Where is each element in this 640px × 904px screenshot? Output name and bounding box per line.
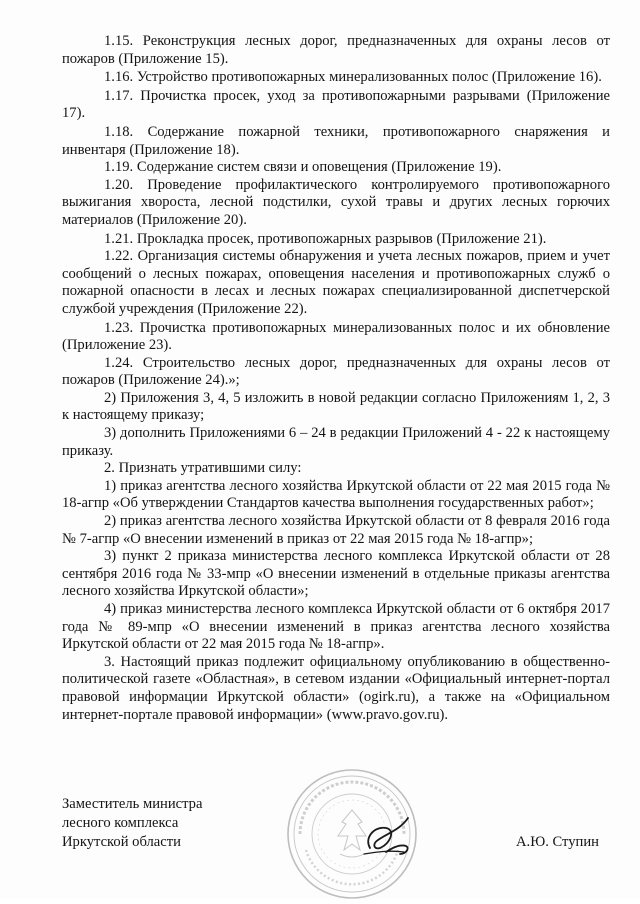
paragraph-1-17: 1.17. Прочистка просек, уход за противопожарными разрывами (Приложение 17). [62,87,610,122]
signature-position-line-3: Иркутской области [62,834,181,850]
signature-position-line-2: лесного комплекса [62,815,179,831]
paragraph-repeal-4: 4) приказ министерства лесного комплекса Иркутской области от 6 октября 2017 года № 89-мпр «О внесении изменений в приказ агентства лесного хозяйства Иркутской области от 22 мая 2015 года № 18-агпр». [62,601,610,653]
paragraph-1-15: 1.15. Реконструкция лесных дорог, предназначенных для охраны лесов от пожаров (Приложение 15). [62,33,610,67]
handwritten-signature-icon [356,808,416,862]
paragraph-repeal-3: 3) пункт 2 приказа министерства лесного комплекса Иркутской области от 28 сентября 2016 года № 33-мпр «О внесении изменений в отдельные приказы агентства лесного хозяйства Иркутской области»; [62,548,610,600]
paragraph-item-2: 2) Приложения 3, 4, 5 изложить в новой редакции согласно Приложениям 1, 2, 3 к настоящему приказу; [62,389,610,424]
paragraph-1-19: 1.19. Содержание систем связи и оповещения (Приложение 19). [104,159,502,176]
paragraph-section-3: 3. Настоящий приказ подлежит официальному опубликованию в общественно-политической газете «Областная», в сетевом издании «Официальный интернет-портал правовой информации Иркутской области» (ogirk.ru), а также на «Официальном интернет-портале правовой информации» (www.pravo.gov.ru). [62,653,610,723]
paragraph-1-21: 1.21. Прокладка просек, противопожарных разрывов (Приложение 21). [104,230,547,247]
signer-name: А.Ю. Ступин [516,834,599,850]
paragraph-1-20: 1.20. Проведение профилактического контролируемого противопожарного выжигания хвороста, лесной подстилки, сухой травы и других лесных горючих материалов (Приложение 20). [62,176,610,228]
signature-position [62,795,202,852]
paragraph-item-3: 3) дополнить Приложениями 6 – 24 в редакции Приложений 4 - 22 к настоящему приказу. [62,425,610,459]
document-body [62,33,610,724]
paragraph-1-24: 1.24. Строительство лесных дорог, предназначенных для охраны лесов от пожаров (Приложение 24).»; [62,354,610,389]
paragraph-1-23: 1.23. Прочистка противопожарных минерализованных полос и их обновление (Приложение 23). [62,319,610,354]
paragraph-1-22: 1.22. Организация системы обнаружения и учета лесных пожаров, прием и учет сообщений о лесных пожарах, оповещения населения и противопожарных служб о пожарной опасности в лесах и лесных пожарах специализированной диспетчерской службой учреждения (Приложение 22). [62,248,610,317]
paragraph-repeal-2: 2) приказ агентства лесного хозяйства Иркутской области от 8 февраля 2016 года № 7-агпр «О внесении изменений в приказ от 22 мая 2015 года № 18-агпр»; [62,513,610,547]
signature-position-line-1: Заместитель министра [62,796,203,812]
paragraph-repeal-1: 1) приказ агентства лесного хозяйства Иркутской области от 22 мая 2015 года № 18-агпр «Об утверждении Стандартов качества выполнения государственных работ»; [62,477,610,512]
paragraph-section-2: 2. Признать утратившими силу: [104,460,302,477]
paragraph-1-18: 1.18. Содержание пожарной техники, противопожарного снаряжения и инвентаря (Приложение 18). [62,123,610,158]
paragraph-1-16: 1.16. Устройство противопожарных минерализованных полос (Приложение 16). [104,69,602,86]
